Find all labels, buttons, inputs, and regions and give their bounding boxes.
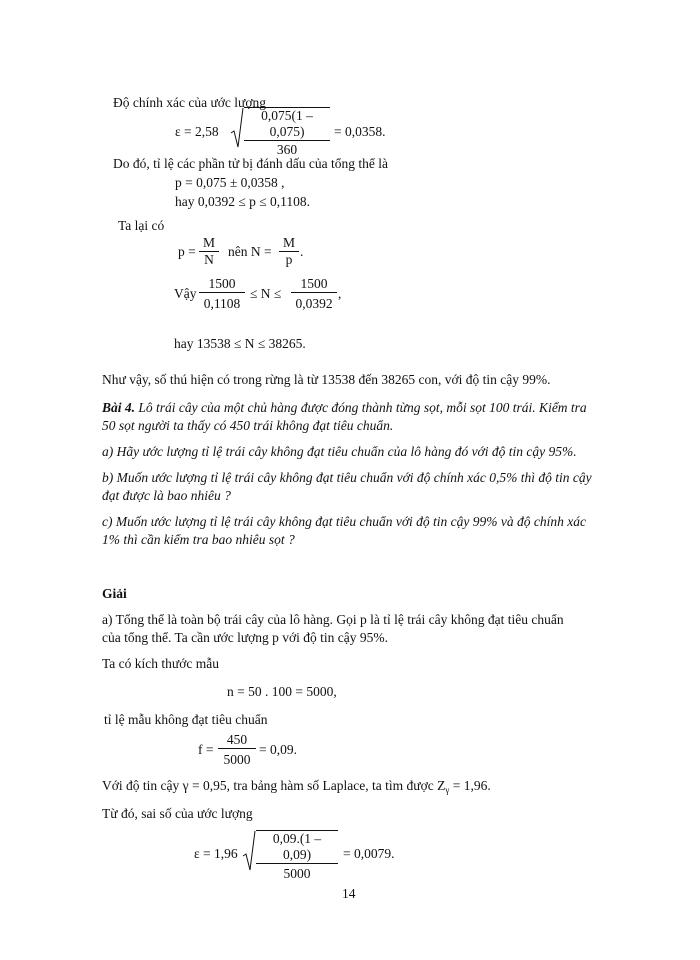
text-line: Như vậy, số thú hiện có trong rừng là từ 13538 đến 38265 con, với độ tin cậy 99%.	[102, 372, 551, 387]
text-line: Độ chính xác của ước lượng	[113, 95, 266, 110]
fraction-denominator: 360	[244, 140, 330, 158]
fraction-numerator: 450	[226, 732, 248, 747]
text-line: tỉ lệ mẫu không đạt tiêu chuẩn	[104, 712, 268, 727]
eq-lhs: f =	[198, 742, 214, 757]
text-line: n = 50 . 100 = 5000,	[227, 684, 337, 699]
radical-sign	[242, 830, 256, 872]
fraction-denominator: 5000	[256, 863, 338, 882]
subscript-gamma: γ	[445, 785, 450, 795]
question-a: a) Hãy ước lượng tỉ lệ trái cây không đạt tiêu chuẩn của lô hàng đó với độ tin cậy 95%.	[102, 444, 577, 459]
text-line: a) Tổng thể là toàn bộ trái cây của lô hàng. Gọi p là tỉ lệ trái cây không đạt tiêu chuẩn	[102, 612, 564, 627]
fraction	[199, 235, 219, 268]
question-c: c) Muốn ước lượng tỉ lệ trái cây không đạt tiêu chuẩn với độ tin cậy 99% và độ chính xác	[102, 514, 586, 529]
text-line: hay 0,0392 ≤ p ≤ 0,1108.	[175, 194, 311, 209]
text-line: Ta lại có	[118, 218, 165, 233]
text-line	[102, 778, 491, 796]
eq-end: .	[300, 244, 304, 259]
eq-mid: nên N =	[228, 244, 272, 259]
fraction	[279, 235, 299, 268]
eq-end: ,	[338, 286, 342, 301]
text-line: Do đó, tỉ lệ các phần tử bị đánh dấu của tổng thể là	[113, 156, 388, 171]
eq-lhs: ε = 2,58	[175, 124, 219, 139]
fraction-numerator: 0,075(1 – 0,075)	[261, 108, 313, 139]
radical-sign	[230, 107, 244, 149]
text-line: Ta có kích thước mẫu	[102, 656, 219, 671]
eq-rhs: = 0,09.	[259, 742, 297, 757]
fraction-denominator: 5000	[218, 748, 256, 768]
eq-mid: ≤ N ≤	[250, 286, 282, 301]
fraction-denominator: 0,1108	[199, 292, 245, 312]
eq-lhs: Vậy	[174, 286, 197, 301]
fraction-numerator: 0,09.(1 – 0,09)	[272, 831, 322, 862]
eq-rhs: = 0,0079.	[343, 846, 395, 861]
eq-rhs: = 0,0358.	[334, 124, 386, 139]
fraction-denominator: p	[279, 251, 299, 268]
eq-lhs: ε = 1,96	[194, 846, 238, 861]
question-b: b) Muốn ước lượng tỉ lệ trái cây không đạt tiêu chuẩn với độ chính xác 0,5% thì độ tin cậy	[102, 470, 592, 485]
fraction	[256, 830, 338, 882]
fraction-numerator: M	[282, 235, 295, 250]
fraction-numerator: 1500	[300, 276, 328, 291]
fraction-numerator: 1500	[208, 276, 236, 291]
solution-heading: Giải	[102, 586, 127, 601]
fraction	[291, 276, 337, 312]
fraction-numerator: M	[202, 235, 215, 250]
fraction-denominator: N	[199, 251, 219, 268]
text-part: Với độ tin cậy γ = 0,95, tra bảng hàm số Laplace, ta tìm được Z	[102, 778, 446, 793]
exercise-text: 50 sọt người ta thấy có 450 trái không đạt tiêu chuẩn.	[102, 418, 394, 433]
question-b: đạt được là bao nhiêu ?	[102, 488, 231, 503]
text-part: = 1,96.	[449, 778, 491, 793]
eq-lhs: p =	[178, 244, 196, 259]
text-line: của tổng thể. Ta cần ước lượng p với độ tin cậy 95%.	[102, 630, 389, 645]
fraction	[199, 276, 245, 312]
question-c: 1% thì cần kiểm tra bao nhiêu sọt ?	[102, 532, 295, 547]
fraction-denominator: 0,0392	[291, 292, 337, 312]
text-line: hay 13538 ≤ N ≤ 38265.	[174, 336, 306, 351]
exercise-heading	[102, 400, 587, 416]
fraction	[218, 732, 256, 768]
text-line: p = 0,075 ± 0,0358 ,	[175, 175, 285, 190]
fraction	[244, 107, 330, 158]
exercise-label: Bài 4.	[102, 400, 136, 415]
page-number: 14	[342, 886, 356, 901]
text-line: Từ đó, sai số của ước lượng	[102, 806, 253, 821]
exercise-text: Lô trái cây của một chủ hàng được đóng thành từng sọt, mỗi sọt 100 trái. Kiểm tra	[135, 400, 587, 415]
